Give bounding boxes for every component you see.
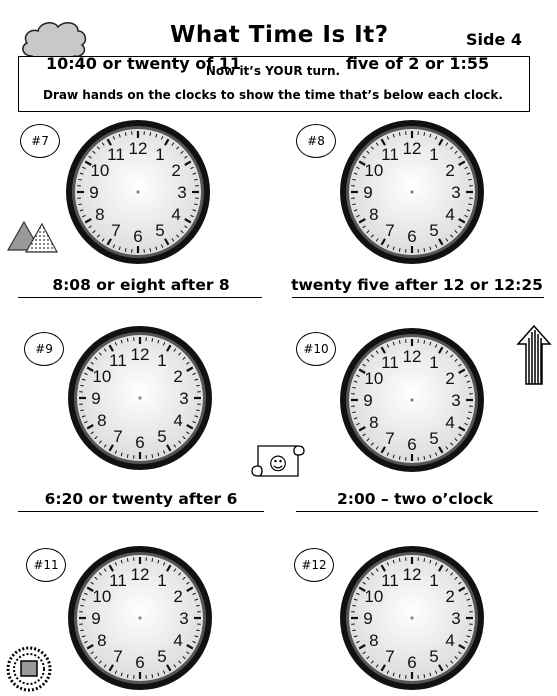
clock-tick	[196, 385, 199, 386]
clock-tick	[78, 204, 81, 205]
clock-numeral: 12	[402, 565, 422, 584]
clock-numeral: 4	[445, 205, 455, 224]
instruction-line-1: Now it’s YOUR turn.	[205, 64, 341, 78]
answer-line	[18, 511, 264, 512]
clock-tick	[424, 340, 425, 343]
clock-numeral: 4	[173, 631, 183, 650]
clock-numeral: 2	[173, 367, 183, 386]
clock-numeral: 1	[157, 350, 167, 370]
clock-numeral: 6	[135, 433, 145, 452]
clock-tick	[80, 385, 83, 386]
clock-tick	[399, 248, 400, 251]
clock-number-label: #12	[294, 548, 334, 582]
clock-caption: 6:20 or twenty after 6	[44, 490, 238, 508]
clock-numeral: 11	[107, 144, 125, 164]
clock-numeral: 2	[171, 161, 181, 180]
clock-caption: 8:08 or eight after 8	[52, 276, 230, 294]
smiley-glyph: ☺	[268, 454, 288, 475]
clock-numeral: 9	[363, 183, 373, 202]
clock-numeral: 5	[157, 427, 167, 447]
clock-numeral: 6	[407, 653, 417, 672]
clock-tick	[127, 338, 128, 341]
clock-tick	[352, 204, 355, 205]
clock-numeral: 11	[381, 570, 399, 590]
clock-numeral: 2	[445, 587, 455, 606]
clock-tick	[152, 338, 153, 341]
clock-number-label: #11	[26, 548, 66, 582]
clock-tick	[352, 179, 355, 180]
clock-center	[138, 616, 141, 619]
clock-numeral: 12	[130, 345, 150, 364]
clock-tick	[468, 387, 471, 388]
clock-numeral: 10	[92, 587, 112, 606]
clock-numeral: 5	[157, 647, 167, 667]
bleed-text-right: five of 2 or 1:55	[346, 54, 490, 73]
clock-face[interactable]	[66, 544, 214, 692]
clock-numeral: 11	[109, 350, 127, 370]
clock-tick	[150, 248, 151, 251]
clock-numeral: 7	[385, 221, 395, 241]
clock-numeral: 7	[385, 429, 395, 449]
clock-numeral: 7	[113, 647, 123, 667]
clock-numeral: 11	[109, 570, 127, 590]
clock-tick	[196, 410, 199, 411]
clock-numeral: 9	[89, 183, 99, 202]
clock-tick	[194, 204, 197, 205]
clock-numeral: 1	[157, 570, 167, 590]
clock-tick	[424, 558, 425, 561]
clock-numeral: 8	[97, 631, 107, 650]
instruction-text	[18, 0, 528, 120]
clock-tick	[424, 132, 425, 135]
clock-caption: twenty five after 12 or 12:25	[291, 276, 543, 294]
clock-number-label: #10	[296, 332, 336, 366]
clock-numeral: 5	[155, 221, 165, 241]
clock-numeral: 12	[402, 139, 422, 158]
clock-numeral: 12	[402, 347, 422, 366]
clock-tick	[352, 387, 355, 388]
clock-numeral: 5	[429, 221, 439, 241]
clock-tick	[194, 179, 197, 180]
clock-tick	[127, 454, 128, 457]
clock-numeral: 9	[363, 391, 373, 410]
instruction-line-2: Draw hands on the clocks to show the time that’s below each clock.	[43, 88, 503, 102]
clock-tick	[468, 605, 471, 606]
clock-tick	[468, 204, 471, 205]
clock-tick	[196, 605, 199, 606]
clock-face[interactable]	[338, 544, 486, 692]
clock-numeral: 5	[429, 647, 439, 667]
clock-number-label: #9	[24, 332, 64, 366]
clock-tick	[399, 132, 400, 135]
clock-numeral: 1	[429, 144, 439, 164]
clock-center	[138, 396, 141, 399]
clock-tick	[399, 456, 400, 459]
clock-numeral: 6	[133, 227, 143, 246]
clock-tick	[352, 605, 355, 606]
clock-face[interactable]	[338, 118, 486, 266]
answer-line	[292, 297, 544, 298]
clock-numeral: 3	[179, 389, 189, 408]
scroll-smiley-icon	[250, 440, 306, 482]
clock-numeral: 9	[363, 609, 373, 628]
clock-numeral: 3	[451, 609, 461, 628]
clock-tick	[352, 630, 355, 631]
clock-tick	[468, 179, 471, 180]
clock-face[interactable]	[66, 324, 214, 472]
clock-numeral: 8	[369, 631, 379, 650]
clock-numeral: 10	[90, 161, 110, 180]
clock-numeral: 12	[130, 565, 150, 584]
clock-numeral: 8	[97, 411, 107, 430]
clock-numeral: 4	[173, 411, 183, 430]
clock-numeral: 2	[445, 369, 455, 388]
clock-numeral: 7	[113, 427, 123, 447]
clock-tick	[352, 412, 355, 413]
answer-line	[296, 511, 538, 512]
clock-tick	[424, 248, 425, 251]
bleed-text-left: 10:40 or twenty of 11	[46, 54, 242, 73]
clock-tick	[127, 674, 128, 677]
clock-tick	[196, 630, 199, 631]
clock-numeral: 9	[91, 389, 101, 408]
clock-tick	[125, 132, 126, 135]
clock-number-label: #8	[296, 124, 336, 158]
clock-center	[410, 190, 413, 193]
clock-caption: 2:00 – two o’clock	[336, 490, 494, 508]
clock-numeral: 6	[407, 227, 417, 246]
clock-face[interactable]	[338, 326, 486, 474]
clock-numeral: 10	[364, 587, 384, 606]
clock-numeral: 12	[128, 139, 148, 158]
clock-center	[410, 616, 413, 619]
side-label: Side 4	[466, 30, 523, 49]
clock-numeral: 10	[364, 161, 384, 180]
clock-numeral: 8	[369, 205, 379, 224]
clock-numeral: 10	[92, 367, 112, 386]
clock-numeral: 11	[381, 352, 399, 372]
clock-numeral: 4	[445, 631, 455, 650]
clock-numeral: 3	[179, 609, 189, 628]
square-badge-icon	[4, 646, 54, 692]
clock-tick	[399, 674, 400, 677]
clock-numeral: 6	[135, 653, 145, 672]
striped-arrow-icon	[516, 324, 552, 386]
clock-numeral: 2	[445, 161, 455, 180]
triangles-icon	[6, 218, 58, 254]
clock-tick	[399, 558, 400, 561]
clock-numeral: 4	[445, 413, 455, 432]
clock-tick	[78, 179, 81, 180]
clock-tick	[125, 248, 126, 251]
clock-center	[410, 398, 413, 401]
clock-tick	[80, 630, 83, 631]
clock-numeral: 3	[177, 183, 187, 202]
clock-numeral: 8	[369, 413, 379, 432]
clock-tick	[152, 558, 153, 561]
clock-tick	[399, 340, 400, 343]
clock-tick	[424, 456, 425, 459]
answer-line	[18, 297, 262, 298]
clock-numeral: 1	[429, 570, 439, 590]
clock-tick	[468, 412, 471, 413]
clock-tick	[150, 132, 151, 135]
clock-tick	[152, 674, 153, 677]
clock-tick	[127, 558, 128, 561]
clock-numeral: 9	[91, 609, 101, 628]
clock-numeral: 5	[429, 429, 439, 449]
clock-numeral: 3	[451, 391, 461, 410]
clock-numeral: 7	[111, 221, 121, 241]
clock-numeral: 1	[155, 144, 165, 164]
clock-numeral: 11	[381, 144, 399, 164]
clock-center	[136, 190, 139, 193]
clock-tick	[152, 454, 153, 457]
clock-numeral: 1	[429, 352, 439, 372]
clock-tick	[424, 674, 425, 677]
clock-numeral: 7	[385, 647, 395, 667]
clock-numeral: 2	[173, 587, 183, 606]
clock-tick	[80, 605, 83, 606]
clock-numeral: 6	[407, 435, 417, 454]
clock-tick	[468, 630, 471, 631]
clock-numeral: 4	[171, 205, 181, 224]
clock-numeral: 3	[451, 183, 461, 202]
clock-numeral: 8	[95, 205, 105, 224]
clock-number-label: #7	[20, 124, 60, 158]
clock-face[interactable]	[64, 118, 212, 266]
clock-numeral: 10	[364, 369, 384, 388]
page-title: What Time Is It?	[170, 22, 389, 48]
clock-tick	[80, 410, 83, 411]
